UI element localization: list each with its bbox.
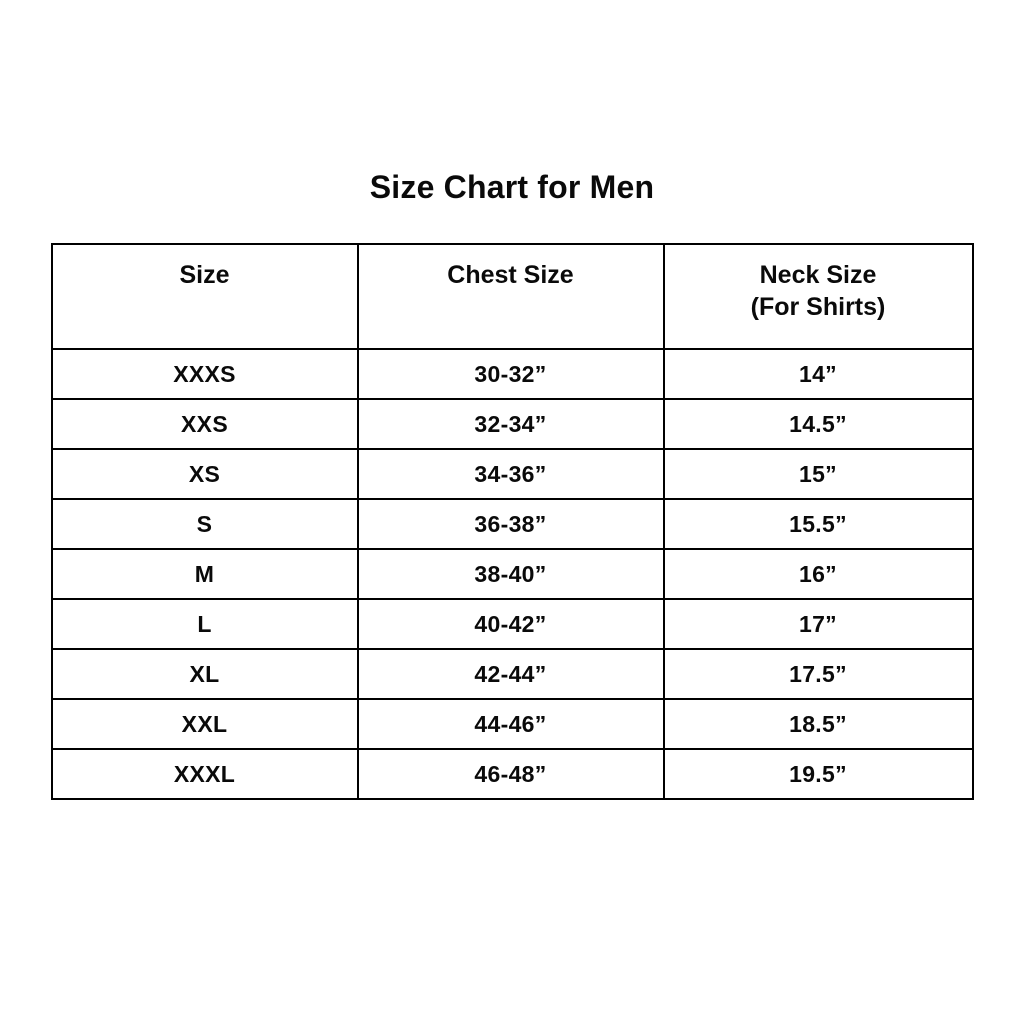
- chest-size-cell: 30-32”: [358, 349, 664, 399]
- table-row: [52, 699, 973, 749]
- table-row: [52, 449, 973, 499]
- size-cell: XXXS: [52, 349, 358, 399]
- header-text: (For Shirts): [750, 293, 886, 321]
- table-header: [52, 244, 973, 349]
- table-row: [52, 599, 973, 649]
- chest-size-cell: 44-46”: [358, 699, 664, 749]
- size-cell: XS: [52, 449, 358, 499]
- neck-size-cell: 17”: [664, 599, 973, 649]
- table-row: [52, 649, 973, 699]
- table-row: [52, 749, 973, 799]
- size-cell: L: [52, 599, 358, 649]
- neck-size-cell: 14”: [664, 349, 973, 399]
- size-table: [51, 243, 974, 800]
- page-title: Size Chart for Men: [369, 169, 655, 205]
- size-cell: XXS: [52, 399, 358, 449]
- neck-size-cell: 15”: [664, 449, 973, 499]
- header-text: Chest Size: [447, 261, 574, 289]
- chest-size-cell: 34-36”: [358, 449, 664, 499]
- header-text: Size: [179, 261, 230, 289]
- header-text: Neck Size: [759, 261, 877, 289]
- chest-size-cell: 38-40”: [358, 549, 664, 599]
- neck-size-cell: 18.5”: [664, 699, 973, 749]
- size-cell: S: [52, 499, 358, 549]
- neck-size-cell: 19.5”: [664, 749, 973, 799]
- header-cell-size: [52, 244, 358, 349]
- table-row: [52, 399, 973, 449]
- table-body: [52, 349, 973, 799]
- table-row: [52, 549, 973, 599]
- neck-size-cell: 14.5”: [664, 399, 973, 449]
- size-cell: M: [52, 549, 358, 599]
- chest-size-cell: 36-38”: [358, 499, 664, 549]
- header-cell-chest-size: [358, 244, 664, 349]
- chest-size-cell: 32-34”: [358, 399, 664, 449]
- chest-size-cell: 42-44”: [358, 649, 664, 699]
- neck-size-cell: 17.5”: [664, 649, 973, 699]
- header-cell-neck-size: [664, 244, 973, 349]
- chest-size-cell: 46-48”: [358, 749, 664, 799]
- chest-size-cell: 40-42”: [358, 599, 664, 649]
- neck-size-cell: 16”: [664, 549, 973, 599]
- neck-size-cell: 15.5”: [664, 499, 973, 549]
- size-cell: XL: [52, 649, 358, 699]
- table-row: [52, 499, 973, 549]
- size-cell: XXL: [52, 699, 358, 749]
- size-cell: XXXL: [52, 749, 358, 799]
- header-row: [52, 244, 973, 349]
- table-row: [52, 349, 973, 399]
